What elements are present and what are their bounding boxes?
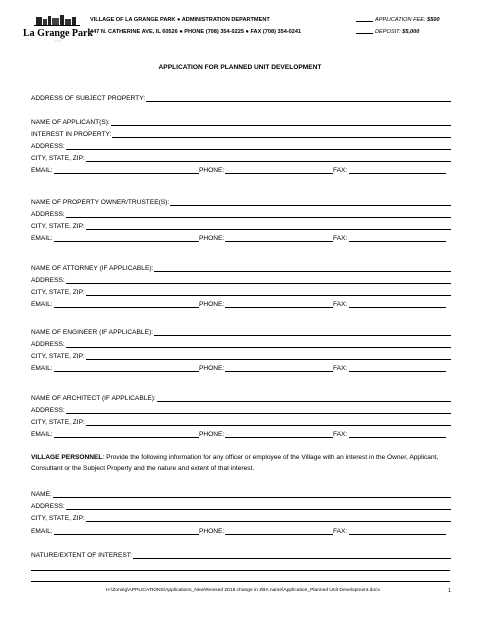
engineer-name-field[interactable] — [31, 328, 451, 337]
name-label: NAME: — [31, 491, 52, 498]
email-label: EMAIL: — [31, 365, 53, 372]
personnel-address-field[interactable] — [31, 502, 451, 511]
email-line[interactable] — [54, 534, 199, 535]
attorney-name-field[interactable] — [31, 264, 451, 273]
fax-label: FAX: — [333, 431, 348, 438]
email-line[interactable] — [54, 241, 199, 242]
architect-name-line[interactable] — [157, 401, 451, 402]
attorney-contact-row — [31, 300, 451, 309]
email-line[interactable] — [54, 173, 199, 174]
email-line[interactable] — [54, 307, 199, 308]
city-line[interactable] — [86, 161, 451, 162]
fee-label: APPLICATION FEE: — [375, 17, 426, 23]
owner-address-field[interactable] — [31, 210, 451, 219]
fee-value: $500 — [427, 17, 440, 23]
interest-label: INTEREST IN PROPERTY: — [31, 131, 112, 138]
architect-contact-row — [31, 430, 451, 439]
city-line[interactable] — [86, 425, 451, 426]
email-label: EMAIL: — [31, 301, 53, 308]
phone-line[interactable] — [225, 371, 333, 372]
subject-property-field[interactable] — [31, 94, 451, 103]
fax-label: FAX: — [333, 235, 348, 242]
city-label: CITY, STATE, ZIP: — [31, 155, 85, 162]
phone-label: PHONE: — [199, 235, 225, 242]
nature-extent-line[interactable] — [133, 558, 451, 559]
architect-name-label: NAME OF ARCHITECT (IF APPLICABLE): — [31, 395, 156, 402]
document-path: H:\Zoning\APPLICATIONS\Applications_New\Revised 2018 change in ZBA name\Application_Planned Unit Development.docx — [106, 588, 380, 593]
deposit — [356, 29, 419, 35]
owner-name-line[interactable] — [170, 205, 451, 206]
owner-contact-row — [31, 234, 451, 243]
city-line[interactable] — [86, 229, 451, 230]
phone-line[interactable] — [225, 241, 333, 242]
nature-extent-line-3[interactable] — [31, 581, 450, 582]
address-line[interactable] — [66, 413, 451, 414]
village-personnel-text: : Provide the following information for any officer or employee of the Village with an interest in the Owner, Applicant, Consultant or the Subject Property and the nature and extent of that interest. — [31, 454, 439, 472]
fax-line[interactable] — [349, 534, 446, 535]
fax-label: FAX: — [333, 167, 348, 174]
deposit-blank[interactable] — [356, 33, 373, 34]
svg-text:~ ~ ~: ~ ~ ~ — [54, 39, 62, 43]
phone-label: PHONE: — [199, 167, 225, 174]
applicant-name-label: NAME OF APPLICANT(S): — [31, 119, 110, 126]
city-line[interactable] — [86, 521, 451, 522]
attorney-name-line[interactable] — [154, 271, 451, 272]
village-seal-icon — [23, 15, 93, 43]
owner-name-field[interactable] — [31, 198, 451, 207]
application-fee — [356, 17, 440, 23]
engineer-city-field[interactable] — [31, 352, 451, 361]
applicant-address-field[interactable] — [31, 142, 451, 151]
address-label: ADDRESS: — [31, 211, 65, 218]
address-label: ADDRESS: — [31, 503, 65, 510]
village-personnel-instructions — [31, 452, 451, 474]
address-line[interactable] — [66, 149, 451, 150]
interest-field[interactable] — [31, 130, 451, 139]
phone-label: PHONE: — [199, 365, 225, 372]
address-label: ADDRESS: — [31, 277, 65, 284]
address-line[interactable] — [66, 283, 451, 284]
fax-label: FAX: — [333, 301, 348, 308]
nature-extent-field[interactable] — [31, 551, 451, 560]
engineer-name-label: NAME OF ENGINEER (IF APPLICABLE): — [31, 329, 154, 336]
city-label: CITY, STATE, ZIP: — [31, 515, 85, 522]
personnel-contact-row — [31, 527, 451, 536]
page-number: 1 — [448, 588, 452, 594]
applicant-city-field[interactable] — [31, 154, 451, 163]
fax-line[interactable] — [349, 437, 446, 438]
city-line[interactable] — [86, 295, 451, 296]
city-label: CITY, STATE, ZIP: — [31, 353, 85, 360]
architect-address-field[interactable] — [31, 406, 451, 415]
owner-name-label: NAME OF PROPERTY OWNER/TRUSTEE(S): — [31, 199, 170, 206]
email-line[interactable] — [54, 437, 199, 438]
applicant-contact-row — [31, 166, 451, 175]
nature-extent-line-2[interactable] — [31, 570, 450, 571]
engineer-name-line[interactable] — [154, 335, 451, 336]
engineer-address-field[interactable] — [31, 340, 451, 349]
attorney-name-label: NAME OF ATTORNEY (IF APPLICABLE): — [31, 265, 154, 272]
page-title: APPLICATION FOR PLANNED UNIT DEVELOPMENT — [158, 64, 322, 71]
phone-line[interactable] — [225, 437, 333, 438]
address-label: ADDRESS: — [31, 341, 65, 348]
subject-property-line[interactable] — [146, 101, 451, 102]
fax-label: FAX: — [333, 365, 348, 372]
phone-label: PHONE: — [199, 528, 225, 535]
city-label: CITY, STATE, ZIP: — [31, 223, 85, 230]
address-label: ADDRESS: — [31, 143, 65, 150]
attorney-city-field[interactable] — [31, 288, 451, 297]
fee-blank[interactable] — [356, 21, 373, 22]
architect-name-field[interactable] — [31, 394, 451, 403]
engineer-contact-row — [31, 364, 451, 373]
applicant-name-line[interactable] — [111, 125, 451, 126]
fax-line[interactable] — [349, 307, 446, 308]
email-label: EMAIL: — [31, 235, 53, 242]
name-line[interactable] — [53, 497, 451, 498]
city-label: CITY, STATE, ZIP: — [31, 419, 85, 426]
address-line[interactable] — [66, 509, 451, 510]
owner-city-field[interactable] — [31, 222, 451, 231]
village-logo — [23, 15, 93, 43]
phone-line[interactable] — [225, 173, 333, 174]
architect-city-field[interactable] — [31, 418, 451, 427]
fax-line[interactable] — [349, 241, 446, 242]
subject-property-label: ADDRESS OF SUBJECT PROPERTY: — [31, 95, 146, 102]
phone-label: PHONE: — [199, 431, 225, 438]
address-line[interactable] — [66, 347, 451, 348]
address-label: ADDRESS: — [31, 407, 65, 414]
header-line1: VILLAGE OF LA GRANGE PARK ● ADMINISTRATION DEPARTMENT — [90, 17, 270, 23]
email-label: EMAIL: — [31, 431, 53, 438]
fax-line[interactable] — [349, 371, 446, 372]
city-line[interactable] — [86, 359, 451, 360]
phone-line[interactable] — [225, 534, 333, 535]
personnel-city-field[interactable] — [31, 514, 451, 523]
deposit-value: $5,000 — [402, 29, 420, 35]
deposit-label: DEPOSIT: — [375, 29, 401, 35]
phone-label: PHONE: — [199, 301, 225, 308]
address-line[interactable] — [66, 217, 451, 218]
logo-text: La Grange Park — [23, 28, 93, 39]
city-label: CITY, STATE, ZIP: — [31, 289, 85, 296]
attorney-address-field[interactable] — [31, 276, 451, 285]
village-personnel-heading: VILLAGE PERSONNEL — [31, 454, 103, 461]
interest-line[interactable] — [112, 137, 451, 138]
fax-line[interactable] — [349, 173, 446, 174]
email-line[interactable] — [54, 371, 199, 372]
phone-line[interactable] — [225, 307, 333, 308]
email-label: EMAIL: — [31, 528, 53, 535]
fax-label: FAX: — [333, 528, 348, 535]
personnel-name-field[interactable] — [31, 490, 451, 499]
nature-extent-label: NATURE/EXTENT OF INTEREST: — [31, 552, 132, 559]
header-line2: 447 N. CATHERINE AVE, IL 60526 ● PHONE (708) 354-0225 ● FAX (708) 354-0241 — [90, 29, 302, 35]
applicant-name-field[interactable] — [31, 118, 451, 127]
email-label: EMAIL: — [31, 167, 53, 174]
